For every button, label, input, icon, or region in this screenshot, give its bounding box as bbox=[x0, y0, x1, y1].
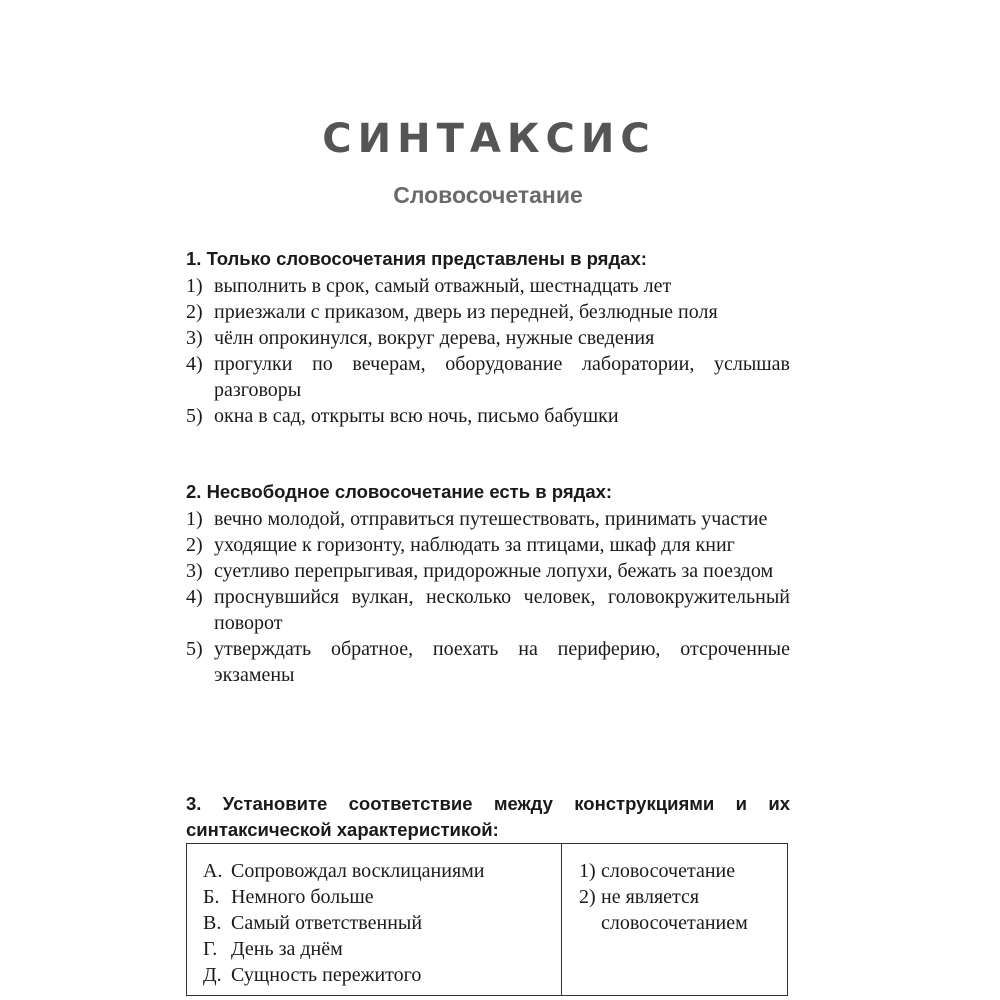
question-heading: 1. Только словосочетания представлены в рядах: bbox=[186, 248, 647, 269]
item-letter: Г. bbox=[203, 938, 218, 960]
option-number: 4) bbox=[186, 353, 203, 375]
item-number: 2) bbox=[579, 886, 596, 908]
item-text: словосочетание bbox=[601, 860, 736, 882]
option-text: уходящие к горизонту, наблюдать за птицами, шкаф для книг bbox=[214, 534, 735, 556]
matching-table bbox=[186, 843, 788, 996]
question-heading: 2. Несвободное словосочетание есть в рядах: bbox=[186, 481, 613, 502]
option-text: суетливо перепрыгивая, придорожные лопухи, бежать за поездом bbox=[214, 560, 774, 582]
item-text: Сущность пережитого bbox=[231, 964, 422, 986]
answer-option bbox=[186, 558, 790, 584]
item-letter: Б. bbox=[203, 886, 220, 908]
question-3 bbox=[186, 791, 790, 844]
question-heading: 3. Установите соответствие между конструкциями и их синтаксической характеристикой: bbox=[186, 793, 790, 840]
item-letter: А. bbox=[203, 860, 223, 882]
question-1 bbox=[186, 246, 790, 429]
option-number: 4) bbox=[186, 586, 203, 608]
item-text: Немного больше bbox=[231, 886, 374, 908]
item-text: День за днём bbox=[231, 938, 343, 960]
option-number: 2) bbox=[186, 534, 203, 556]
item-text: не является словосочетанием bbox=[601, 886, 748, 934]
option-number: 2) bbox=[186, 301, 203, 323]
option-number: 3) bbox=[186, 560, 203, 582]
item-letter: Д. bbox=[203, 964, 222, 986]
answer-option bbox=[186, 636, 790, 688]
construction-item bbox=[203, 910, 563, 936]
option-number: 1) bbox=[186, 508, 203, 530]
characteristic-item bbox=[579, 884, 779, 936]
option-text: приезжали с приказом, дверь из передней, безлюдные поля bbox=[214, 301, 718, 323]
construction-item bbox=[203, 962, 563, 988]
answer-option bbox=[186, 299, 790, 325]
construction-item bbox=[203, 858, 563, 884]
item-text: Самый ответственный bbox=[231, 912, 423, 934]
construction-item bbox=[203, 884, 563, 910]
construction-item bbox=[203, 936, 563, 962]
characteristic-item bbox=[579, 858, 779, 884]
option-text: утверждать обратное, поехать на периферию, отсроченные экзамены bbox=[214, 638, 790, 686]
option-text: чёлн опрокинулся, вокруг дерева, нужные сведения bbox=[214, 327, 655, 349]
option-text: окна в сад, открыты всю ночь, письмо бабушки bbox=[214, 405, 619, 427]
option-number: 5) bbox=[186, 638, 203, 660]
page-title: СИНТАКСИС bbox=[322, 116, 656, 162]
characteristics-column bbox=[579, 858, 779, 936]
item-letter: В. bbox=[203, 912, 222, 934]
answer-option bbox=[186, 506, 790, 532]
option-text: вечно молодой, отправиться путешествовать, принимать участие bbox=[214, 508, 768, 530]
option-number: 1) bbox=[186, 275, 203, 297]
option-number: 5) bbox=[186, 405, 203, 427]
answer-option bbox=[186, 351, 790, 403]
constructions-column bbox=[203, 858, 563, 988]
section-subtitle: Словосочетание bbox=[393, 182, 583, 208]
item-text: Сопровождал восклицаниями bbox=[231, 860, 485, 882]
answer-option bbox=[186, 584, 790, 636]
option-text: выполнить в срок, самый отважный, шестнадцать лет bbox=[214, 275, 672, 297]
option-number: 3) bbox=[186, 327, 203, 349]
option-text: прогулки по вечерам, оборудование лаборатории, услышав разговоры bbox=[214, 353, 790, 401]
question-2 bbox=[186, 479, 790, 688]
answer-option bbox=[186, 273, 790, 299]
answer-option bbox=[186, 403, 790, 429]
item-number: 1) bbox=[579, 860, 596, 882]
option-text: проснувшийся вулкан, несколько человек, головокружительный поворот bbox=[214, 586, 790, 634]
column-divider bbox=[561, 844, 562, 995]
answer-option bbox=[186, 532, 790, 558]
answer-option bbox=[186, 325, 790, 351]
